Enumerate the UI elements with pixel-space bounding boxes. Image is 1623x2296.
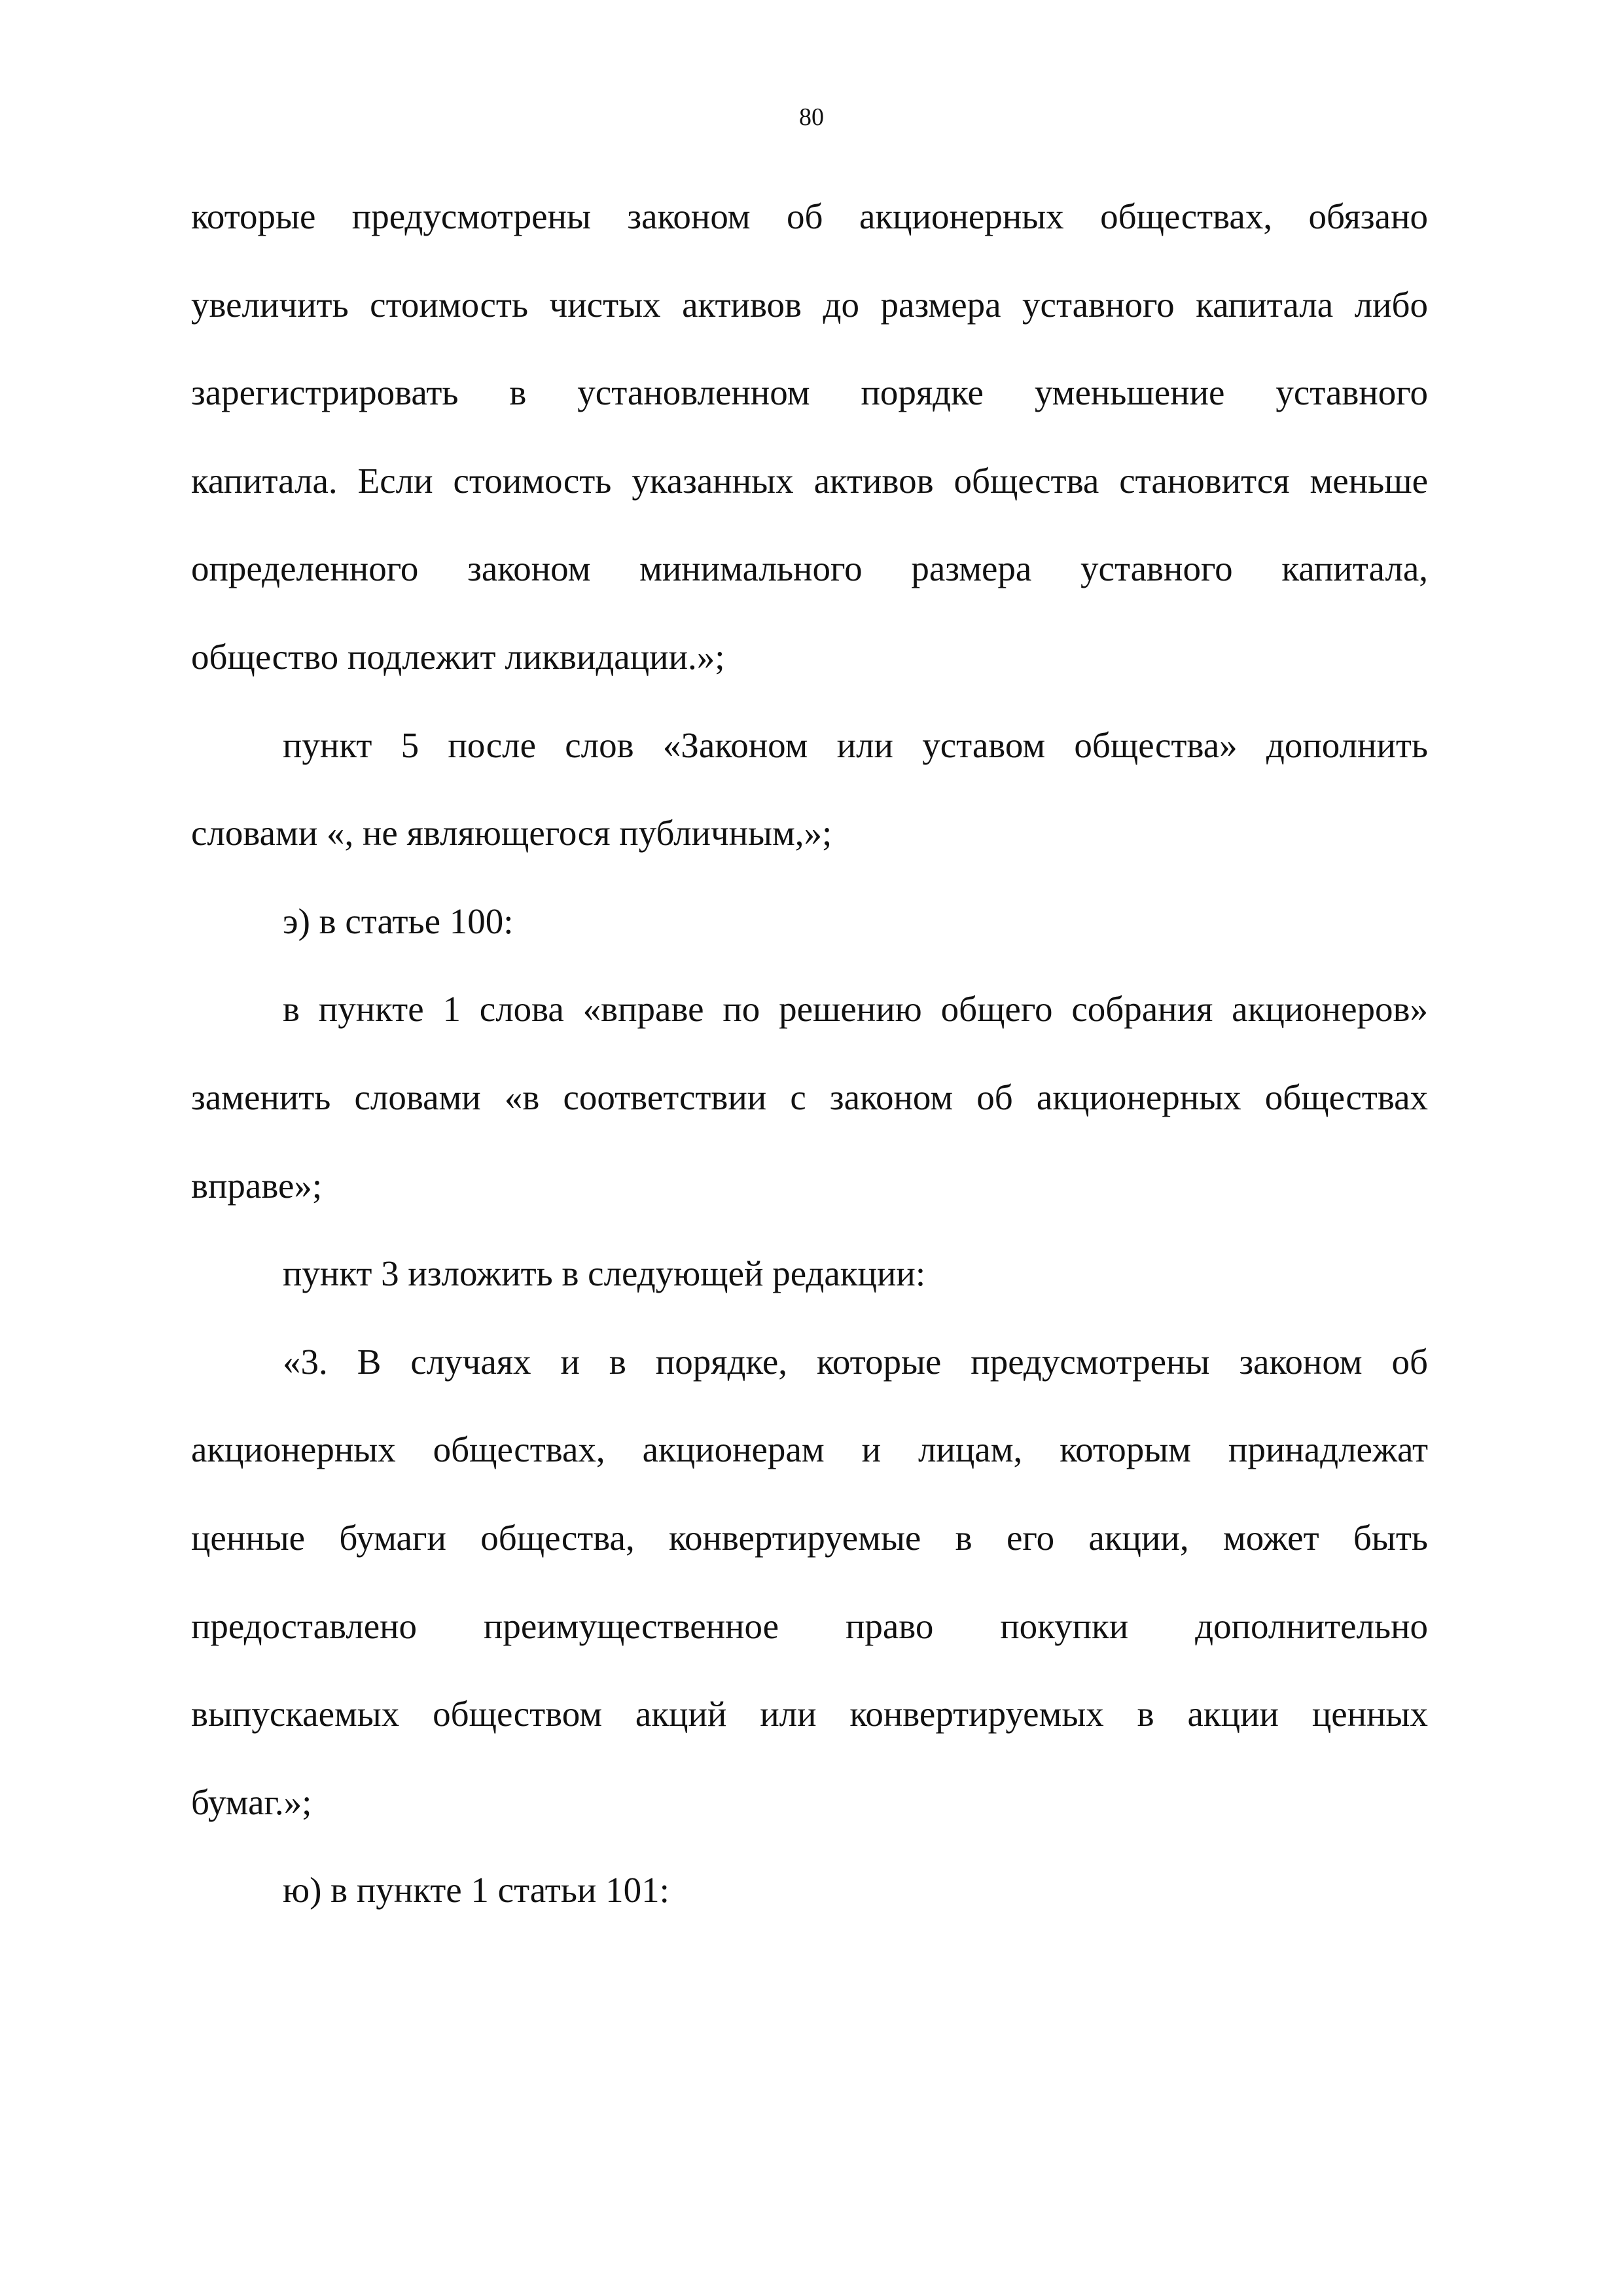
text-line: ценные бумаги общества, конвертируемые в его акции, может быть: [191, 1517, 1428, 1558]
text-line: выпускаемых обществом акций или конвертируемых в акции ценных: [191, 1694, 1428, 1734]
text-line: зарегистрировать в установленном порядке уменьшение уставного: [191, 372, 1428, 413]
text-line: в пункте 1 слова «вправе по решению общего собрания акционеров»: [283, 989, 1428, 1030]
text-line: увеличить стоимость чистых активов до размера уставного капитала либо: [191, 284, 1428, 325]
text-line: определенного законом минимального размера уставного капитала,: [191, 548, 1428, 589]
text-line: пункт 3 изложить в следующей редакции:: [283, 1253, 926, 1294]
text-line: общество подлежит ликвидации.»;: [191, 636, 725, 677]
text-line: бумаг.»;: [191, 1782, 312, 1822]
text-line: которые предусмотрены законом об акционерных обществах, обязано: [191, 196, 1428, 236]
text-line: заменить словами «в соответствии с законом об акционерных обществах: [191, 1077, 1428, 1117]
text-line: ю) в пункте 1 статьи 101:: [283, 1870, 669, 1910]
text-line: акционерных обществах, акционерам и лицам, которым принадлежат: [191, 1429, 1428, 1470]
document-body: [191, 173, 1428, 1935]
text-line: пункт 5 после слов «Законом или уставом общества» дополнить: [283, 725, 1428, 765]
text-line: капитала. Если стоимость указанных активов общества становится меньше: [191, 460, 1428, 501]
text-line: вправе»;: [191, 1165, 323, 1206]
text-line: словами «, не являющегося публичным,»;: [191, 813, 832, 853]
text-line: э) в статье 100:: [283, 901, 514, 941]
page-number: 80: [799, 103, 824, 131]
text-line: предоставлено преимущественное право покупки дополнительно: [191, 1605, 1428, 1646]
text-line: «3. В случаях и в порядке, которые предусмотрены законом об: [283, 1341, 1428, 1382]
